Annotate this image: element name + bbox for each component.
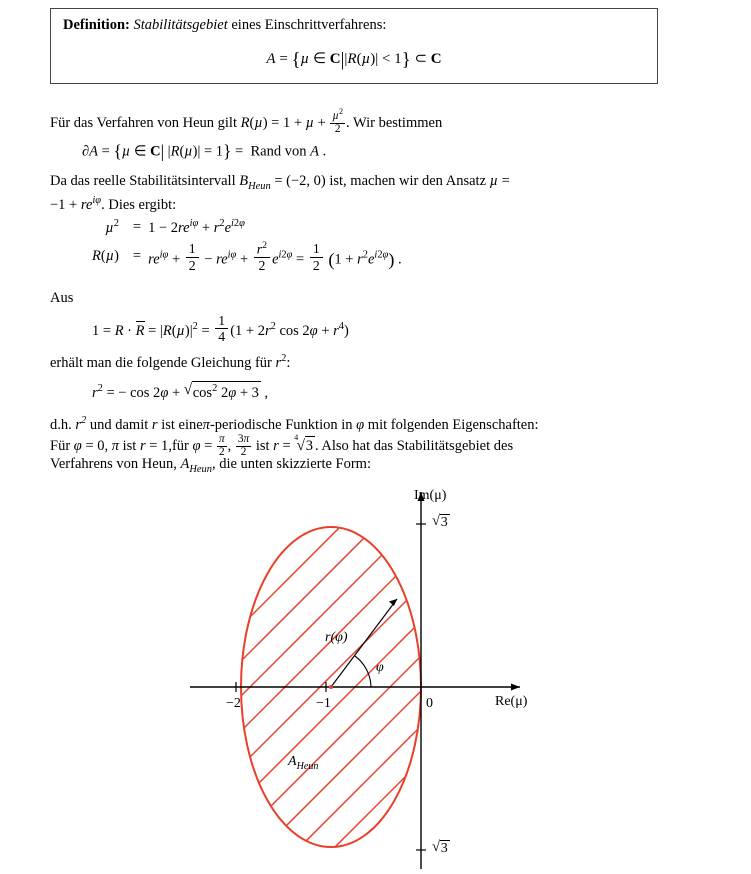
- inline-formula-mu-ansatz-cont: $-1 + re^{i\varphi}$: [50, 194, 102, 213]
- equation-block-mu-R: [92, 216, 402, 275]
- formula-modulus-one: $1 = R \cdot R = |R(\mu)|^2$ = $\frac{1}{4}$ ($1 + 2r^2$ $\cos 2\varphi + r^4$): [92, 313, 349, 345]
- paragraph-obtain-equation-colon: :: [286, 354, 291, 371]
- equation-rhs-mu-squared: $1 - 2re^{i\varphi} + r^2e^{i2\varphi}$: [148, 218, 245, 236]
- definition-term: Stabilitätsgebiet: [133, 17, 228, 33]
- equation-lhs-mu-squared: µ$^2$: [105, 218, 119, 236]
- paragraph-obtain-equation-text: erhält man die folgende Gleichung für: [50, 354, 272, 371]
- tick-label-minus-1: −1: [316, 696, 331, 711]
- inline-r-equals-fourth-root-3: r = √ 4 3: [273, 438, 315, 454]
- definition-box: [50, 8, 658, 84]
- stability-region-svg: [40, 482, 710, 869]
- paragraph-heun-region-b: , die unten skizzierte Form:: [211, 456, 371, 472]
- inline-formula-R-mu: R(µ) = 1 + µ + $\frac{\mu^2}{2}$: [240, 107, 343, 135]
- radius-arrowhead: [389, 599, 397, 606]
- axis-label-real: Re(μ): [495, 694, 528, 709]
- paragraph-stability-interval-text-c: . Dies ergibt:: [101, 196, 177, 213]
- region-hatching: [160, 482, 460, 869]
- paragraph-obtain-equation: [50, 352, 658, 373]
- center-point-marker: [329, 685, 333, 689]
- inline-formula-mu-ansatz: µ =: [489, 173, 510, 189]
- paragraph-special-c: ,für: [168, 438, 189, 455]
- inline-phi-zero-pi: φ = 0, π: [73, 438, 120, 455]
- paragraph-periodic-d: -periodische Funktion in: [209, 416, 353, 433]
- definition-rest: eines Einschrittverfahrens:: [231, 17, 387, 33]
- paragraph-periodic-a: d.h.: [50, 416, 72, 433]
- definition-heading-line: [63, 17, 386, 34]
- paragraph-stability-interval-text-b: ist, machen wir den Ansatz: [329, 173, 486, 189]
- equation-relation-2: =: [132, 248, 142, 265]
- paragraph-periodic-e: mit folgenden Eigenschaften:: [367, 416, 539, 433]
- paragraph-special-d: ist: [255, 438, 270, 455]
- tick-label-sqrt3-bottom: √ 3: [432, 840, 450, 857]
- inline-phi-half-pi: φ = $\frac{\pi}{2}$ , $\frac{3\pi}{2}$: [192, 433, 250, 458]
- paragraph-periodic-b: und damit: [89, 416, 149, 433]
- tick-label-minus-2: −2: [226, 696, 241, 711]
- equation-row-R-mu: [92, 239, 402, 275]
- inline-var-r-squared: $r^2$: [275, 353, 287, 371]
- equation-rhs-R-mu: $re^{i\varphi}$ + $\frac{1}{2}$ − $re^{i\varphi}$ + $\frac{r^2}{2}$ $e^{i2\varphi}$ = $\frac{1}{2}$ $(1 + r^2e^{i2\varphi})$ .: [148, 239, 402, 273]
- paragraph-stability-interval: [50, 172, 658, 215]
- formula-boundary-A: ∂A = {µ ∈ C| |R(µ)| = 1} = Rand von A .: [82, 141, 327, 161]
- real-axis-arrow: [511, 684, 520, 691]
- axis-label-imaginary: Im(μ): [414, 488, 447, 503]
- tick-label-zero: 0: [426, 696, 433, 711]
- paragraph-periodic-function: [50, 414, 658, 435]
- inline-formula-B-heun: $B_{Heun} = (-2$, 0): [239, 173, 326, 192]
- paragraph-stability-interval-text-a: Da das reelle Stabilitätsintervall: [50, 173, 236, 189]
- paragraph-heun-method: [50, 108, 658, 136]
- inline-A-heun: $A_{Heun}$: [180, 456, 212, 475]
- inline-var-r2: $r^2$: [75, 415, 87, 433]
- equation-lhs-R-mu: R(µ): [92, 248, 119, 265]
- definition-heading: Definition:: [63, 17, 130, 33]
- tick-label-sqrt3-top: √ 3: [432, 514, 450, 531]
- paragraph-special-e: . Also hat das Stabilitätsgebiet des: [314, 438, 514, 455]
- paragraph-special-b: ist: [122, 438, 137, 455]
- paragraph-heun-method-text-b: . Wir bestimmen: [346, 114, 443, 131]
- inline-var-r: r: [151, 416, 158, 433]
- definition-formula: A = {µ ∈ C||R(µ)| < 1} ⊂ C: [266, 49, 442, 71]
- inline-var-phi: φ: [356, 416, 365, 433]
- paragraph-periodic-c: ist eine: [161, 416, 203, 433]
- formula-r-squared-solution: $r^2$ = − cos 2φ + √ $\cos^2 2\varphi + 3$ ,: [92, 381, 268, 403]
- angle-arc: [355, 656, 371, 687]
- inline-r-equals-1: r = 1: [139, 438, 169, 455]
- equation-relation-1: =: [132, 218, 142, 235]
- inline-symbol-pi: π: [202, 416, 210, 433]
- paragraph-heun-region-intro: [50, 455, 658, 477]
- paragraph-special-a: Für: [50, 438, 71, 455]
- label-angle-phi: φ: [376, 660, 384, 675]
- paragraph-heun-method-text-a: Für das Verfahren von Heun gilt: [50, 114, 237, 131]
- label-radius-r-phi: r(φ): [325, 630, 348, 645]
- stability-region-figure: [40, 482, 710, 869]
- label-region-A-heun: $A_{Heun}$: [288, 754, 319, 772]
- equation-row-mu-squared: [92, 216, 402, 239]
- paragraph-heun-region-a: Verfahrens von Heun,: [50, 456, 177, 472]
- paragraph-aus: Aus: [50, 290, 74, 306]
